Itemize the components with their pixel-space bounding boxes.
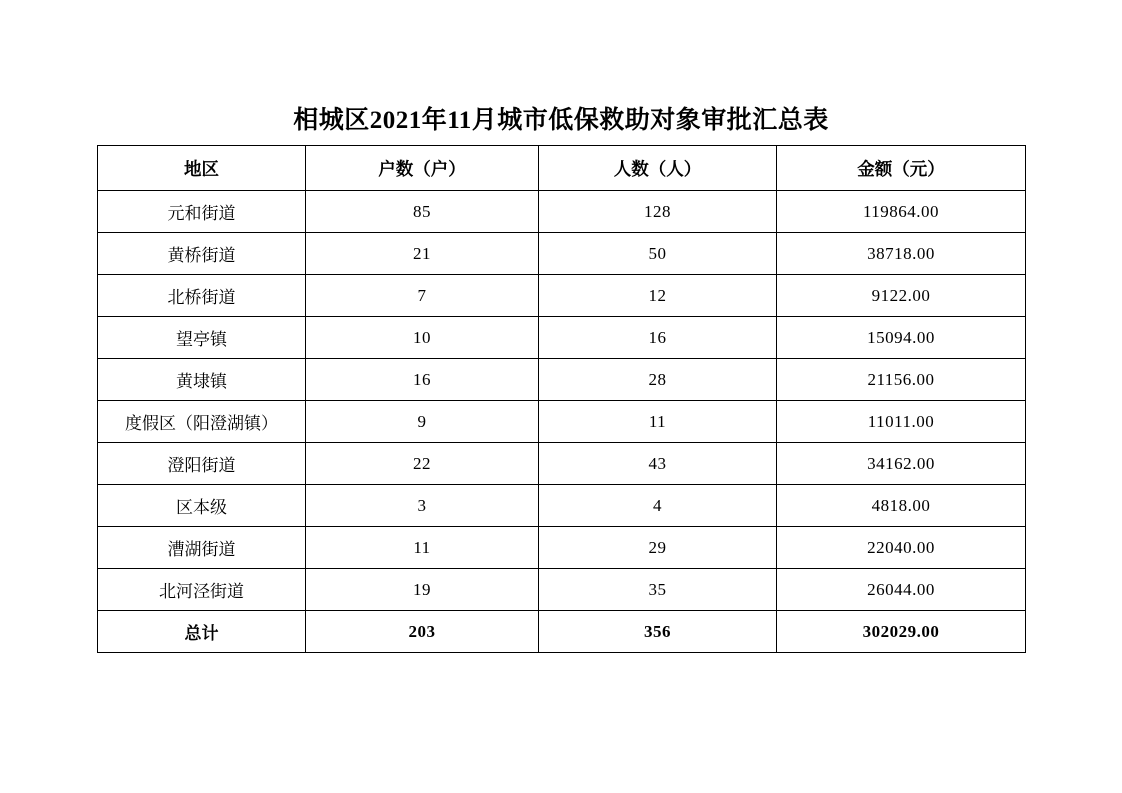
table-row (98, 275, 1026, 317)
cell-region: 度假区（阳澄湖镇） (98, 401, 306, 443)
column-header-people: 人数（人） (539, 146, 777, 191)
table-header (98, 146, 1026, 191)
cell-people: 11 (539, 401, 777, 443)
cell-total-amount: 302029.00 (777, 611, 1026, 653)
cell-people: 28 (539, 359, 777, 401)
cell-amount: 22040.00 (777, 527, 1026, 569)
cell-region: 漕湖街道 (98, 527, 306, 569)
column-header-region: 地区 (98, 146, 306, 191)
cell-households: 10 (306, 317, 539, 359)
cell-households: 21 (306, 233, 539, 275)
cell-amount: 4818.00 (777, 485, 1026, 527)
column-header-amount: 金额（元） (777, 146, 1026, 191)
cell-households: 85 (306, 191, 539, 233)
column-header-households: 户数（户） (306, 146, 539, 191)
cell-people: 12 (539, 275, 777, 317)
cell-people: 4 (539, 485, 777, 527)
cell-amount: 9122.00 (777, 275, 1026, 317)
cell-people: 50 (539, 233, 777, 275)
cell-households: 3 (306, 485, 539, 527)
cell-region: 北河泾街道 (98, 569, 306, 611)
cell-region: 区本级 (98, 485, 306, 527)
cell-region: 黄桥街道 (98, 233, 306, 275)
cell-households: 22 (306, 443, 539, 485)
table-row (98, 233, 1026, 275)
cell-amount: 119864.00 (777, 191, 1026, 233)
table-body (98, 191, 1026, 653)
cell-total-households: 203 (306, 611, 539, 653)
cell-households: 11 (306, 527, 539, 569)
table-row (98, 569, 1026, 611)
cell-total-people: 356 (539, 611, 777, 653)
cell-region: 北桥街道 (98, 275, 306, 317)
table-row (98, 401, 1026, 443)
table-row (98, 359, 1026, 401)
cell-amount: 21156.00 (777, 359, 1026, 401)
cell-people: 29 (539, 527, 777, 569)
table-row (98, 443, 1026, 485)
cell-region: 澄阳街道 (98, 443, 306, 485)
cell-total-label: 总计 (98, 611, 306, 653)
cell-households: 7 (306, 275, 539, 317)
cell-amount: 11011.00 (777, 401, 1026, 443)
cell-people: 16 (539, 317, 777, 359)
cell-region: 黄埭镇 (98, 359, 306, 401)
cell-people: 43 (539, 443, 777, 485)
page-title: 相城区2021年11月城市低保救助对象审批汇总表 (293, 107, 829, 134)
cell-amount: 34162.00 (777, 443, 1026, 485)
cell-households: 16 (306, 359, 539, 401)
cell-amount: 15094.00 (777, 317, 1026, 359)
table-row (98, 191, 1026, 233)
cell-households: 9 (306, 401, 539, 443)
table-row (98, 485, 1026, 527)
table-total-row (98, 611, 1026, 653)
cell-people: 128 (539, 191, 777, 233)
table-header-row (98, 146, 1026, 191)
cell-amount: 38718.00 (777, 233, 1026, 275)
cell-households: 19 (306, 569, 539, 611)
table-row (98, 527, 1026, 569)
table-row (98, 317, 1026, 359)
cell-region: 元和街道 (98, 191, 306, 233)
cell-region: 望亭镇 (98, 317, 306, 359)
cell-amount: 26044.00 (777, 569, 1026, 611)
cell-people: 35 (539, 569, 777, 611)
summary-table (97, 145, 1026, 653)
